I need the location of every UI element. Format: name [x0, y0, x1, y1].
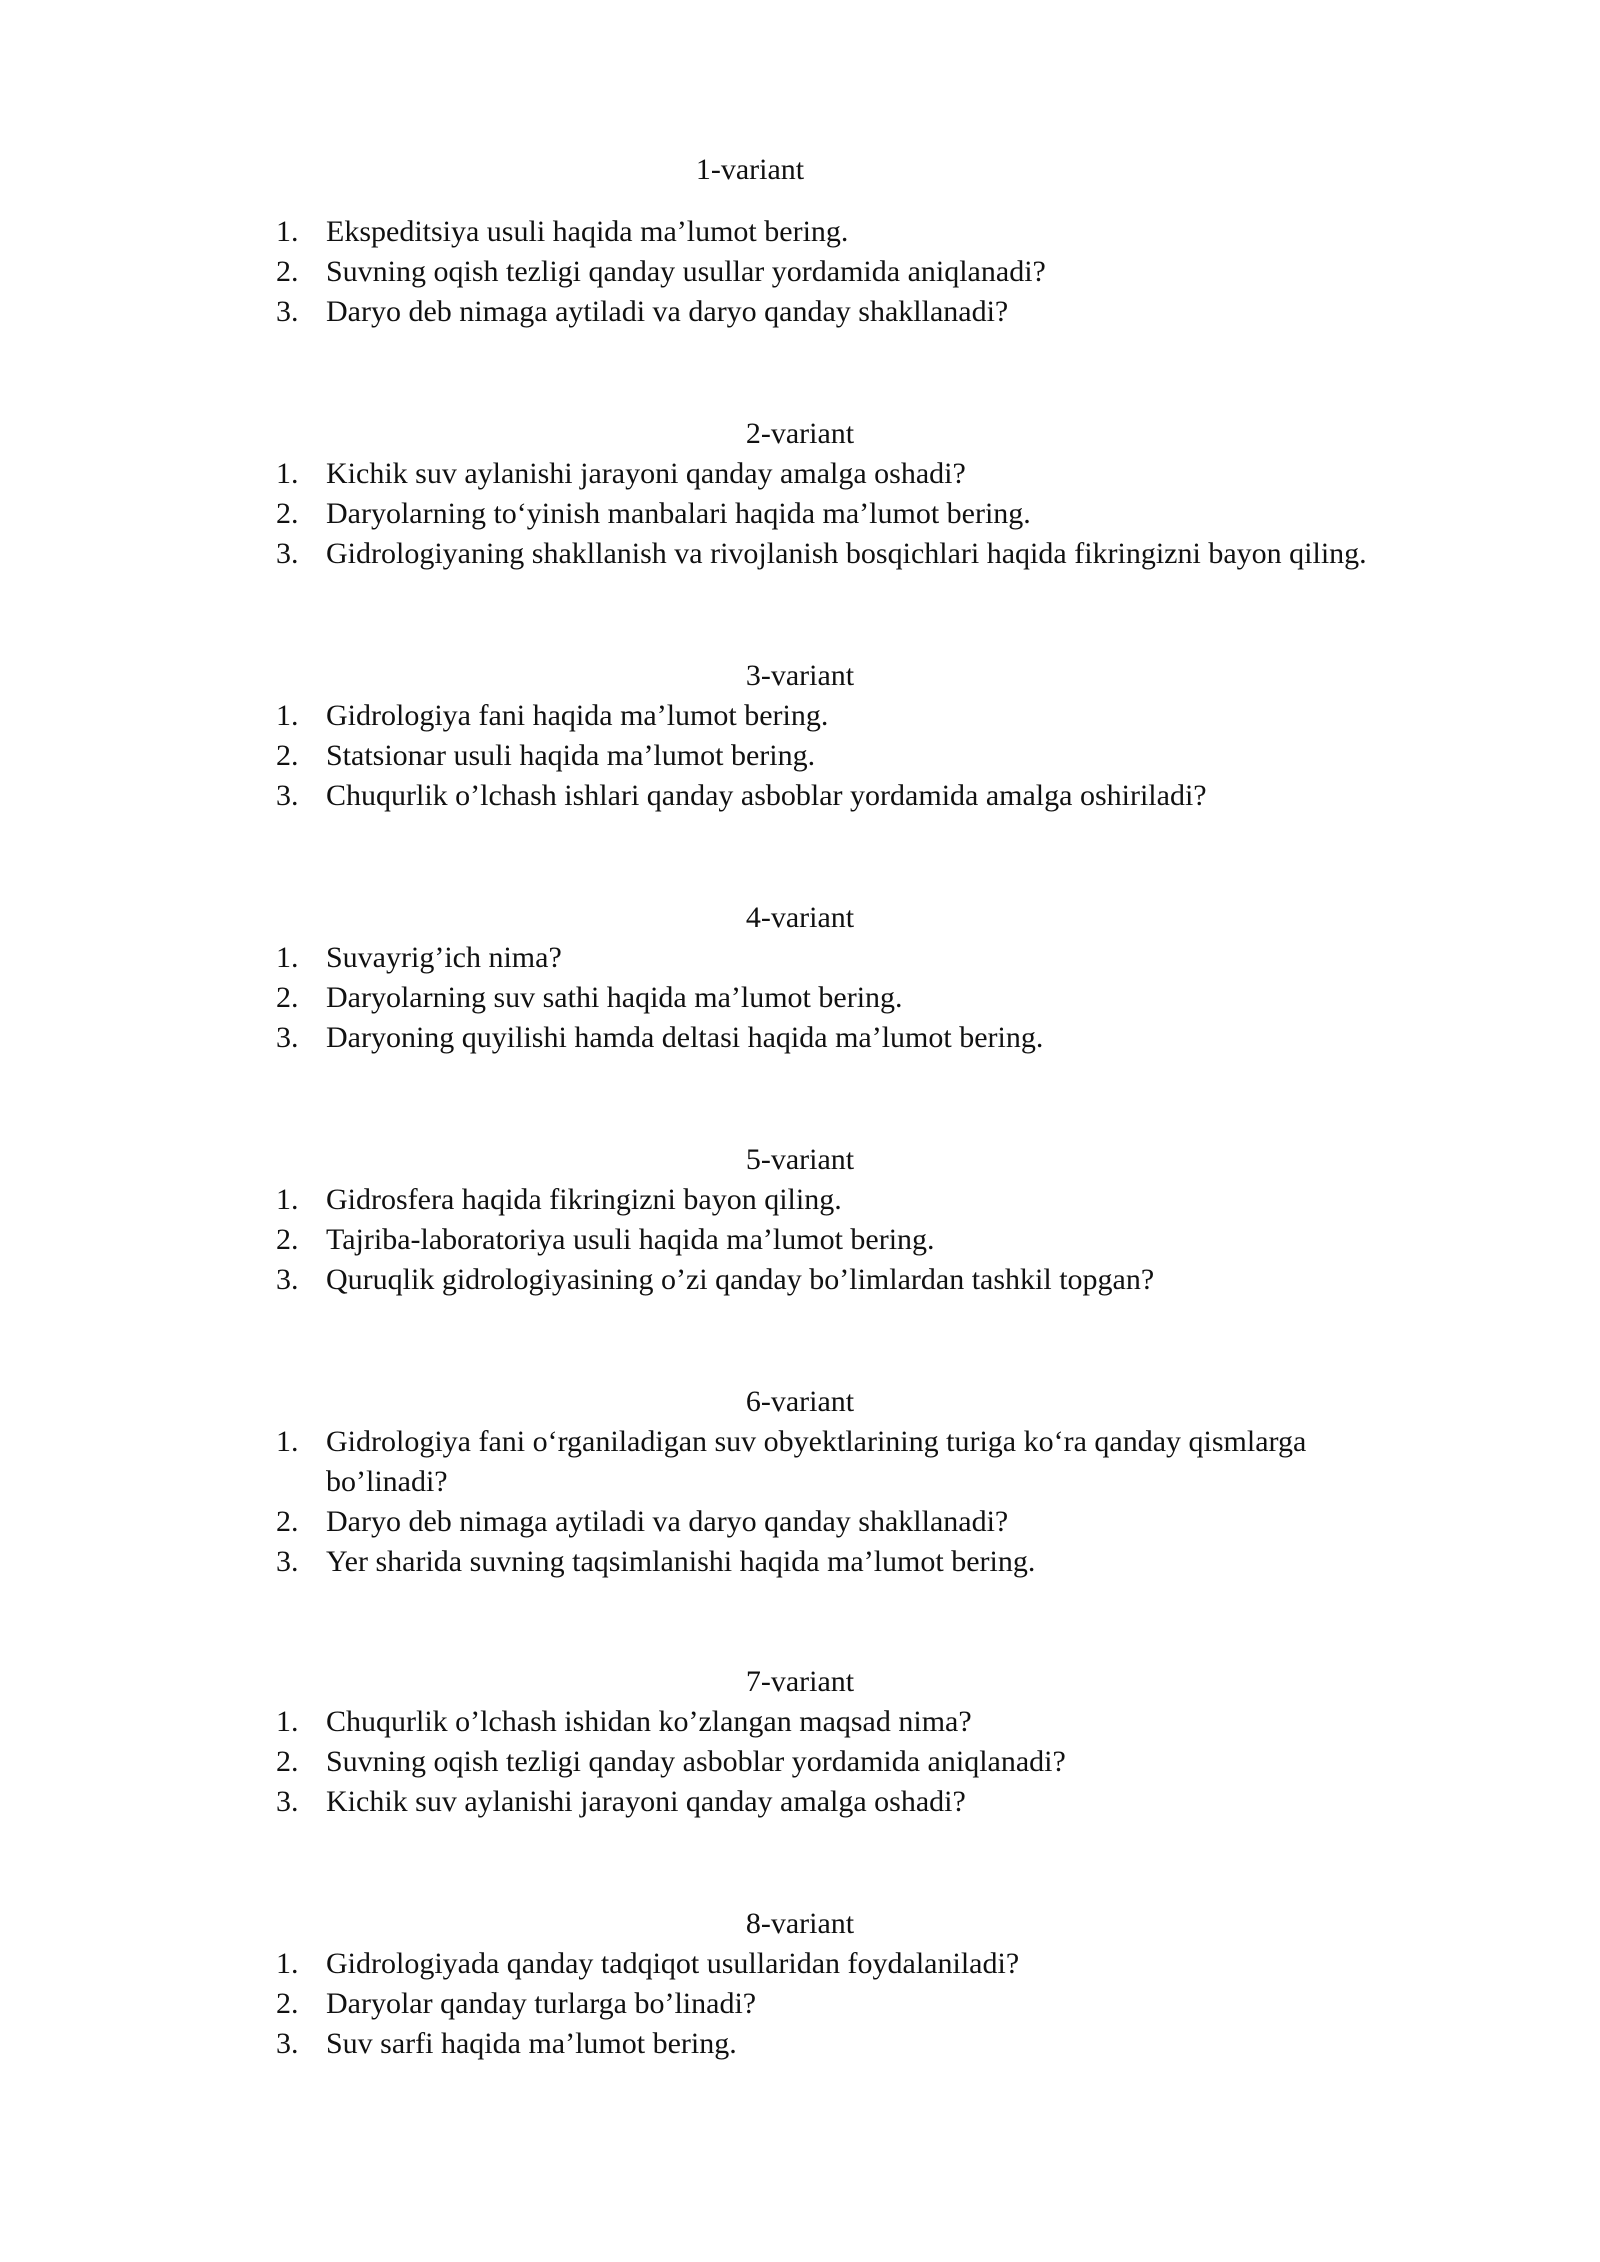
- question-number: 2.: [276, 255, 299, 288]
- question-number: 1.: [276, 1183, 299, 1216]
- question-number: 2.: [276, 1223, 299, 1256]
- question-number: 3.: [276, 779, 299, 812]
- question-list: [0, 696, 1466, 816]
- question-text: Suv sarfi haqida ma’lumot bering.: [326, 2027, 737, 2060]
- question-item: [0, 2024, 1466, 2064]
- question-number: 3.: [276, 1263, 299, 1296]
- question-text: Kichik suv aylanishi jarayoni qanday amalga oshadi?: [326, 1785, 966, 1818]
- question-item: [0, 776, 1466, 816]
- question-item: [0, 978, 1466, 1018]
- question-text: Gidrologiyada qanday tadqiqot usullaridan foydalaniladi?: [326, 1947, 1020, 1980]
- question-item: [0, 938, 1466, 978]
- question-item: [0, 534, 1466, 574]
- question-number: 1.: [276, 941, 299, 974]
- question-number: 2.: [276, 497, 299, 530]
- question-number: 1.: [276, 1425, 299, 1458]
- variant-title: 5-variant: [745, 1143, 855, 1176]
- question-text: Daryo deb nimaga aytiladi va daryo qanday shakllanadi?: [326, 1505, 1009, 1538]
- question-number: 2.: [276, 1745, 299, 1778]
- question-text: Daryoning quyilishi hamda deltasi haqida ma’lumot bering.: [326, 1021, 1044, 1054]
- question-number: 3.: [276, 537, 299, 570]
- question-text: Daryolarning suv sathi haqida ma’lumot bering.: [326, 981, 903, 1014]
- question-number: 3.: [276, 295, 299, 328]
- variant-title: 2-variant: [745, 417, 855, 450]
- question-text: Quruqlik gidrologiyasining o’zi qanday bo’limlardan tashkil topgan?: [326, 1263, 1155, 1296]
- question-number: 1.: [276, 457, 299, 490]
- question-text: Tajriba-laboratoriya usuli haqida ma’lumot bering.: [326, 1223, 935, 1256]
- question-item: [0, 1220, 1466, 1260]
- question-number: 3.: [276, 1545, 299, 1578]
- question-number: 1.: [276, 699, 299, 732]
- question-item: [0, 1742, 1466, 1782]
- question-list: [0, 212, 1466, 332]
- question-text: Statsionar usuli haqida ma’lumot bering.: [326, 739, 816, 772]
- variant-title: 7-variant: [745, 1665, 855, 1698]
- question-item: [0, 1018, 1466, 1058]
- question-text: Yer sharida suvning taqsimlanishi haqida ma’lumot bering.: [326, 1545, 1036, 1578]
- question-text: Gidrosfera haqida fikringizni bayon qiling.: [326, 1183, 842, 1216]
- question-item: [0, 1502, 1466, 1542]
- question-item: [0, 1180, 1466, 1220]
- question-item: [0, 1542, 1466, 1582]
- variant-title: 6-variant: [745, 1385, 855, 1418]
- question-text: Daryolar qanday turlarga bo’linadi?: [326, 1987, 757, 2020]
- question-item: [0, 454, 1466, 494]
- question-item: [0, 736, 1466, 776]
- question-text: Ekspeditsiya usuli haqida ma’lumot bering.: [326, 215, 849, 248]
- question-text: Gidrologiyaning shakllanish va rivojlanish bosqichlari haqida fikringizni bayon qiling.: [326, 537, 1367, 570]
- question-number: 1.: [276, 1947, 299, 1980]
- variant-title: 3-variant: [745, 659, 855, 692]
- question-text: Suvayrig’ich nima?: [326, 941, 562, 974]
- question-text: Gidrologiya fani haqida ma’lumot bering.: [326, 699, 829, 732]
- question-number: 3.: [276, 2027, 299, 2060]
- variant-title: 8-variant: [745, 1907, 855, 1940]
- question-item: [0, 1984, 1466, 2024]
- question-number: 2.: [276, 1505, 299, 1538]
- question-number: 1.: [276, 1705, 299, 1738]
- question-item: [0, 252, 1466, 292]
- question-text: Suvning oqish tezligi qanday asboblar yordamida aniqlanadi?: [326, 1745, 1066, 1778]
- question-text: Kichik suv aylanishi jarayoni qanday amalga oshadi?: [326, 457, 966, 490]
- variant-title: 1-variant: [695, 153, 805, 186]
- question-list: [0, 1180, 1466, 1300]
- question-text: Daryolarning to‘yinish manbalari haqida ma’lumot bering.: [326, 497, 1031, 530]
- question-number: 2.: [276, 981, 299, 1014]
- question-list: [0, 1422, 1466, 1582]
- variant-title: 4-variant: [745, 901, 855, 934]
- question-item: [0, 1422, 1466, 1502]
- question-item: [0, 1260, 1466, 1300]
- question-item: [0, 1702, 1466, 1742]
- question-list: [0, 1944, 1466, 2064]
- question-text: Chuqurlik o’lchash ishlari qanday asboblar yordamida amalga oshiriladi?: [326, 779, 1207, 812]
- question-item: [0, 212, 1466, 252]
- question-list: [0, 1702, 1466, 1822]
- question-text: Daryo deb nimaga aytiladi va daryo qanday shakllanadi?: [326, 295, 1009, 328]
- question-text: Gidrologiya fani o‘rganiladigan suv obyektlarining turiga ko‘ra qanday qismlarga bo’linadi?: [326, 1425, 1307, 1498]
- question-number: 1.: [276, 215, 299, 248]
- question-item: [0, 1944, 1466, 1984]
- question-item: [0, 292, 1466, 332]
- question-number: 2.: [276, 739, 299, 772]
- question-text: Chuqurlik o’lchash ishidan ko’zlangan maqsad nima?: [326, 1705, 972, 1738]
- question-item: [0, 696, 1466, 736]
- question-text: Suvning oqish tezligi qanday usullar yordamida aniqlanadi?: [326, 255, 1046, 288]
- question-list: [0, 938, 1466, 1058]
- question-number: 3.: [276, 1785, 299, 1818]
- question-item: [0, 494, 1466, 534]
- question-list: [0, 454, 1466, 574]
- question-item: [0, 1782, 1466, 1822]
- question-number: 3.: [276, 1021, 299, 1054]
- question-number: 2.: [276, 1987, 299, 2020]
